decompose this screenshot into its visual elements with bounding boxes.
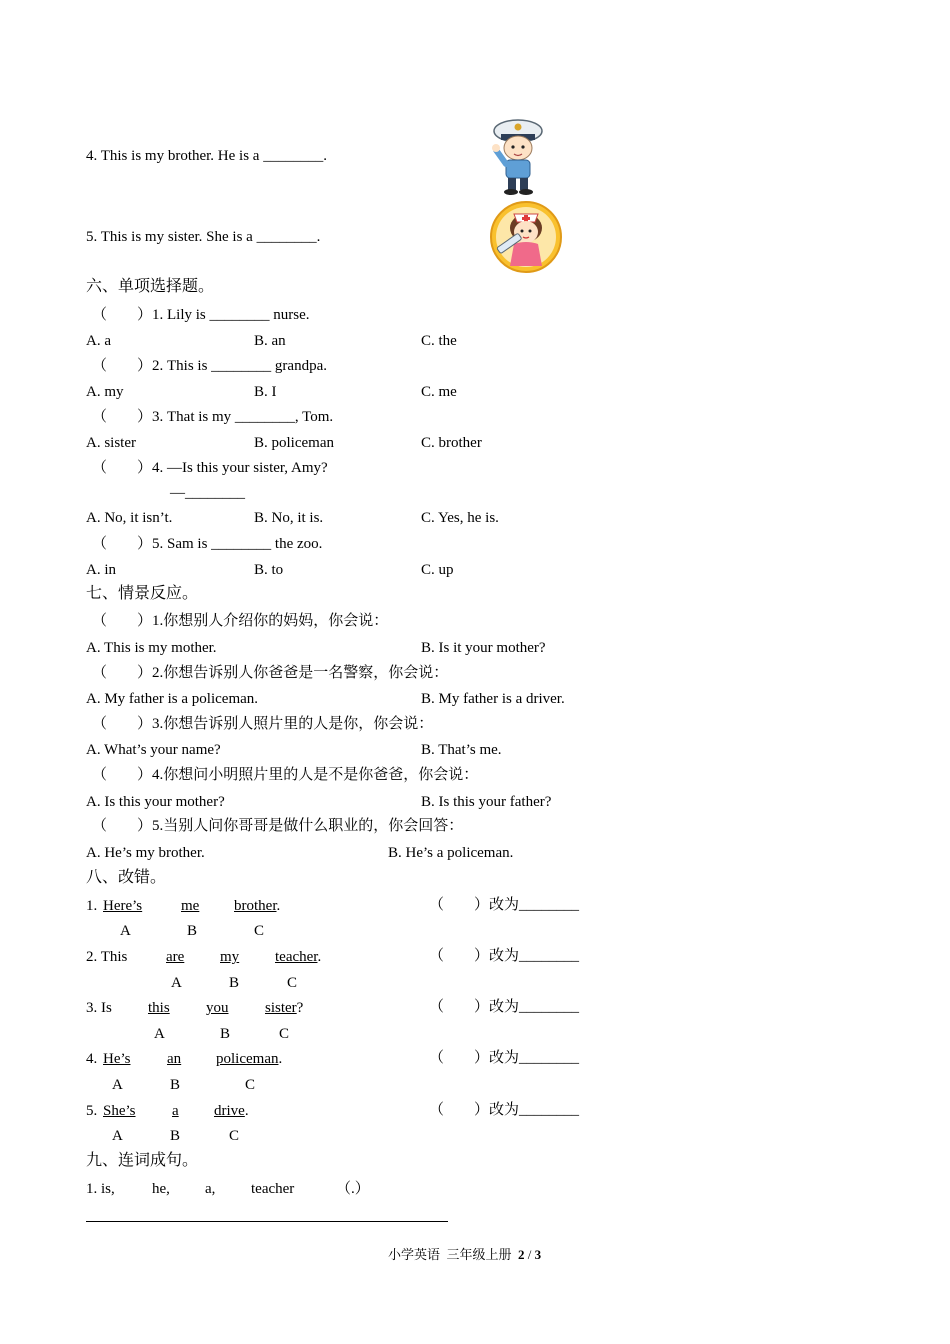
footer-page: 2 [518, 1247, 525, 1262]
s7-q3-stem: （ ）3.你想告诉别人照片里的人是你，你会说： [92, 716, 434, 732]
section-9-title: 九、连词成句。 [86, 1152, 199, 1169]
s6-q2-option-a: A. my [86, 384, 124, 400]
s6-q2-option-b: B. I [254, 384, 277, 400]
s6-q1-option-b: B. an [254, 333, 286, 349]
s8-q4-punct: . [278, 1051, 283, 1067]
s8-q2-word-a: are [166, 949, 185, 965]
s8-q4-word-c: policeman [216, 1051, 279, 1067]
s8-q1-word-c: brother [234, 898, 277, 914]
s8-q4-word-c-group [216, 1050, 282, 1068]
footer-separator: / [527, 1247, 532, 1262]
s8-q5-word-b: a [172, 1103, 179, 1119]
s8-q1-punct: . [276, 898, 281, 914]
s8-q3-answer: （ ）改为________ [429, 999, 580, 1015]
s6-q3-option-a: A. sister [86, 435, 136, 451]
s8-q5-word-c: drive [214, 1103, 245, 1119]
s8-q4-word-a: He’s [103, 1051, 131, 1067]
fill-question-5: 5. This is my sister. She is a ________. [86, 229, 321, 245]
nurse-icon [488, 200, 564, 274]
s8-q1-answer: （ ）改为________ [429, 897, 580, 913]
s6-q5-option-a: A. in [86, 562, 116, 578]
footer [388, 1246, 541, 1264]
footer-title: 小学英语 三年级上册 [388, 1247, 512, 1262]
s6-q5-option-c: C. up [421, 562, 454, 578]
s8-q5-punct: . [244, 1103, 249, 1119]
s8-q2-word-c-group [275, 948, 321, 966]
s8-q3-letter-a: A [154, 1026, 165, 1042]
s8-q5-letter-c: C [229, 1128, 240, 1144]
s7-q3-option-a: A. What’s your name? [86, 742, 221, 758]
s8-q3-letter-b: B [220, 1026, 231, 1042]
s6-q1-stem: （ ）1. Lily is ________ nurse. [92, 307, 310, 323]
fill-question-4: 4. This is my brother. He is a ________. [86, 148, 327, 164]
s8-q2-letter-c: C [287, 975, 298, 991]
s9-q1-word-4: teacher [251, 1181, 295, 1197]
s8-q4-letter-a: A [112, 1077, 123, 1093]
s8-q1-letter-a: A [120, 923, 131, 939]
s8-q2-punct: . [317, 949, 322, 965]
section-6-title: 六、单项选择题。 [86, 278, 215, 295]
s8-q1-word-c-group [234, 897, 280, 915]
s8-q1-letter-b: B [187, 923, 198, 939]
s8-q2-letter-a: A [171, 975, 182, 991]
s9-q1-word-1: 1. is, [86, 1181, 115, 1197]
s7-q1-stem: （ ）1.你想别人介绍你的妈妈，你会说： [92, 613, 389, 629]
s6-q5-stem: （ ）5. Sam is ________ the zoo. [92, 536, 323, 552]
s6-q3-option-c: C. brother [421, 435, 482, 451]
s7-q1-option-b: B. Is it your mother? [421, 640, 546, 656]
s8-q5-word-a: She’s [103, 1103, 136, 1119]
s8-q5-number: 5. [86, 1103, 98, 1119]
s7-q2-stem: （ ）2.你想告诉别人你爸爸是一名警察，你会说： [92, 665, 449, 681]
s6-q4-option-b: B. No, it is. [254, 510, 324, 526]
s8-q3-word-c-group [265, 999, 303, 1017]
s8-q3-letter-c: C [279, 1026, 290, 1042]
s7-q4-option-b: B. Is this your father? [421, 794, 552, 810]
s6-q4-option-a: A. No, it isn’t. [86, 510, 173, 526]
s6-q4-stem-answer-line: —________ [170, 485, 245, 501]
s6-q3-option-b: B. policeman [254, 435, 334, 451]
s8-q4-answer: （ ）改为________ [429, 1050, 580, 1066]
s8-q4-word-b: an [167, 1051, 182, 1067]
s8-q5-letter-b: B [170, 1128, 181, 1144]
s7-q2-option-b: B. My father is a driver. [421, 691, 565, 707]
s6-q1-option-c: C. the [421, 333, 457, 349]
s9-q1-word-2: he, [152, 1181, 170, 1197]
s6-q2-stem: （ ）2. This is ________ grandpa. [92, 358, 327, 374]
s7-q1-option-a: A. This is my mother. [86, 640, 217, 656]
s8-q2-letter-b: B [229, 975, 240, 991]
s8-q3-number: 3. Is [86, 1000, 112, 1016]
s8-q3-word-c: sister [265, 1000, 297, 1016]
s6-q2-option-c: C. me [421, 384, 457, 400]
section-7-title: 七、情景反应。 [86, 585, 199, 602]
s8-q3-word-a: this [148, 1000, 170, 1016]
s8-q5-answer: （ ）改为________ [429, 1102, 580, 1118]
s8-q2-answer: （ ）改为________ [429, 948, 580, 964]
s9-q1-word-3: a, [205, 1181, 216, 1197]
s8-q2-word-b: my [220, 949, 240, 965]
s7-q2-option-a: A. My father is a policeman. [86, 691, 259, 707]
s7-q3-option-b: B. That’s me. [421, 742, 502, 758]
s6-q5-option-b: B. to [254, 562, 284, 578]
policeman-icon [488, 114, 550, 196]
s7-q4-stem: （ ）4.你想问小明照片里的人是不是你爸爸，你会说： [92, 767, 479, 783]
s8-q3-word-b: you [206, 1000, 229, 1016]
s7-q4-option-a: A. Is this your mother? [86, 794, 225, 810]
section-8-title: 八、改错。 [86, 869, 167, 886]
s9-q1-word-5: （.） [336, 1181, 370, 1197]
s9-q1-answer-line [86, 1221, 448, 1222]
s8-q1-word-a: Here’s [103, 898, 143, 914]
s7-q5-stem: （ ）5.当别人问你哥哥是做什么职业的，你会回答： [92, 818, 464, 834]
s8-q4-letter-b: B [170, 1077, 181, 1093]
s6-q4-option-c: C. Yes, he is. [421, 510, 499, 526]
s8-q2-number: 2. This [86, 949, 128, 965]
s8-q4-letter-c: C [245, 1077, 256, 1093]
s6-q1-option-a: A. a [86, 333, 111, 349]
s6-q3-stem: （ ）3. That is my ________, Tom. [92, 409, 334, 425]
footer-total: 3 [534, 1247, 542, 1262]
s8-q5-letter-a: A [112, 1128, 123, 1144]
s7-q5-option-a: A. He’s my brother. [86, 845, 205, 861]
s8-q1-number: 1. [86, 898, 98, 914]
s8-q5-word-c-group [214, 1102, 249, 1120]
s8-q3-punct: ? [296, 1000, 304, 1016]
s8-q1-word-b: me [181, 898, 200, 914]
s8-q1-letter-c: C [254, 923, 265, 939]
s7-q5-option-b: B. He’s a policeman. [388, 845, 514, 861]
s6-q4-stem: （ ）4. —Is this your sister, Amy? [92, 460, 328, 476]
s8-q2-word-c: teacher [275, 949, 318, 965]
s8-q4-number: 4. [86, 1051, 98, 1067]
